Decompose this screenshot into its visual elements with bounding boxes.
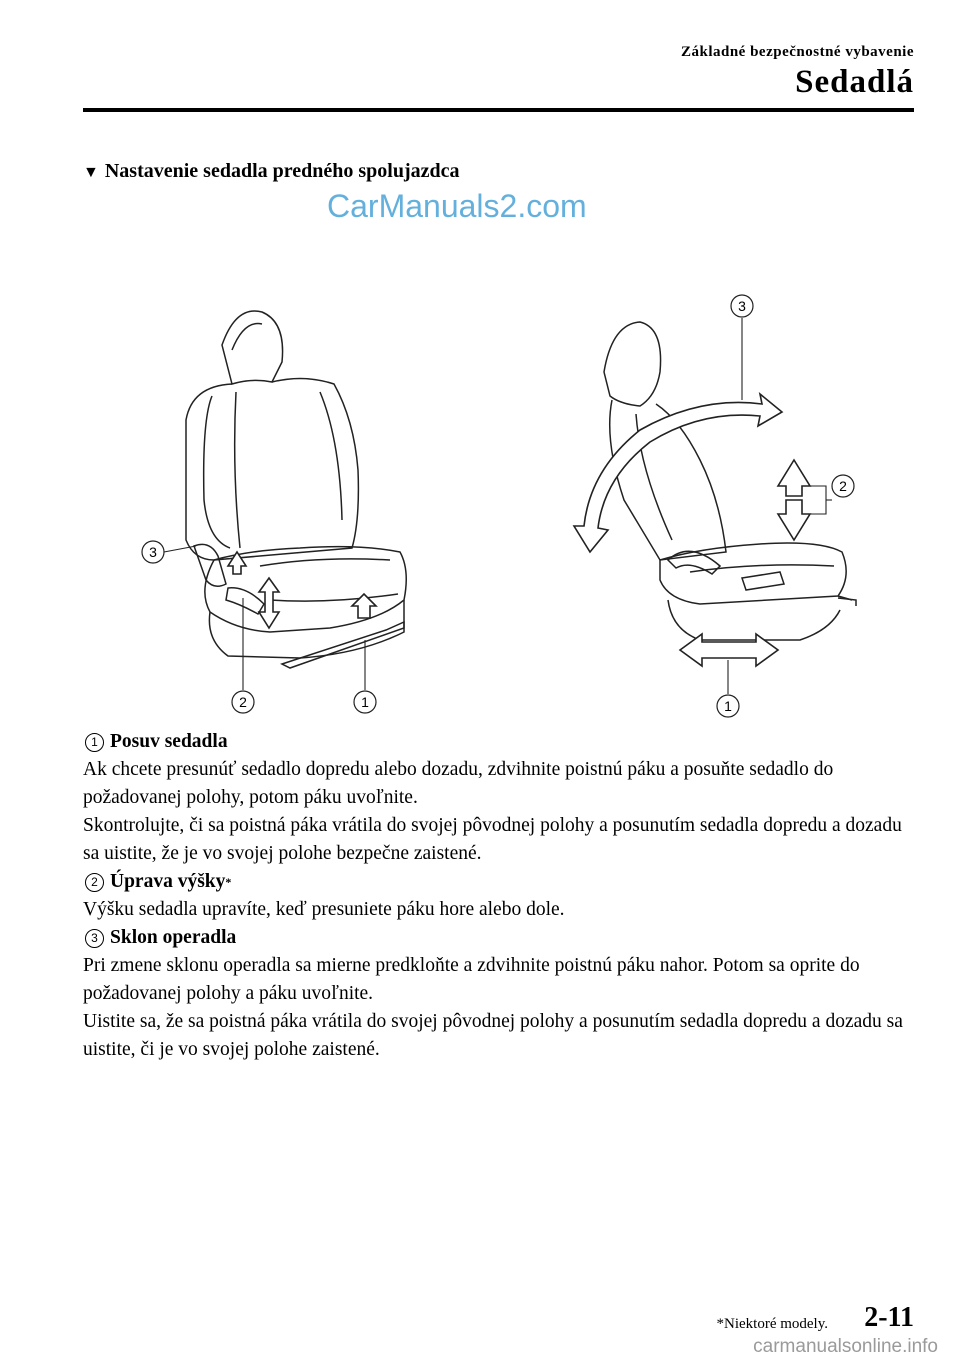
section-title: Nastavenie sedadla predného spolujazdca <box>104 160 460 182</box>
callout-leaders <box>164 318 832 694</box>
svg-text:2: 2 <box>239 694 247 710</box>
section-marker-icon: ▼ <box>83 164 99 181</box>
callout-1-right <box>717 695 739 717</box>
callout-2-right <box>832 475 854 497</box>
footer-watermark: carmanualsonline.info <box>753 1336 938 1357</box>
item-paragraph: Ak chcete presunúť sedadlo dopredu alebo dozadu, zdvihnite poistnú páku a posuňte sedadlo do požadovanej polohy, potom páku uvoľnite. <box>83 759 834 808</box>
svg-text:1: 1 <box>361 694 369 710</box>
callout-1-left <box>354 691 376 713</box>
callout-2-left <box>232 691 254 713</box>
item-paragraph: Skontrolujte, či sa poistná páka vrátila do svojej pôvodnej polohy a posunutím sedadla dopredu a dozadu sa uistite, že je vo svojej polohe bezpečne zaistené. <box>83 815 902 864</box>
header-subtitle: Základné bezpečnostné vybavenie <box>680 44 914 60</box>
item-slide <box>83 728 903 868</box>
header-title: Sedadlá <box>795 64 914 100</box>
item-title: Sklon operadla <box>110 927 237 948</box>
seat-left-drawing <box>186 311 406 668</box>
item-paragraph: Výšku sedadla upravíte, keď presuniete páku hore alebo dole. <box>83 899 565 920</box>
item-slide-heading <box>83 728 903 756</box>
svg-text:1: 1 <box>724 698 732 714</box>
footnote-marker: * <box>225 875 232 889</box>
item-recline <box>83 924 903 1064</box>
item-title: Posuv sedadla <box>110 731 228 752</box>
footnote: *Niektoré modely. <box>716 1316 828 1332</box>
item-title: Úprava výšky <box>110 871 226 892</box>
svg-text:3: 3 <box>149 544 157 560</box>
svg-text:3: 3 <box>738 298 746 314</box>
callout-3-left <box>142 541 164 563</box>
item-paragraph: Pri zmene sklonu operadla sa mierne predkloňte a zdvihnite poistnú páku nahor. Potom sa oprite do požadovanej polohy a páku uvoľnite. <box>83 955 860 1004</box>
item-recline-heading <box>83 924 903 952</box>
item-height <box>83 868 903 924</box>
seat-left-arrows <box>228 552 376 628</box>
item-number-icon: 2 <box>85 873 104 892</box>
item-number-icon: 1 <box>85 733 104 752</box>
callout-3-right <box>731 295 753 317</box>
item-height-heading <box>83 868 903 896</box>
seat-right-drawing <box>604 322 856 640</box>
page-number: 2-11 <box>864 1302 914 1333</box>
item-number-icon: 3 <box>85 929 104 948</box>
item-paragraph: Uistite sa, že sa poistná páka vrátila do svojej pôvodnej polohy a posunutím sedadla dopredu a dozadu sa uistite, či je vo svojej polohe zaistené. <box>83 1011 903 1060</box>
svg-text:2: 2 <box>839 478 847 494</box>
watermark: CarManuals2.com <box>327 188 587 224</box>
